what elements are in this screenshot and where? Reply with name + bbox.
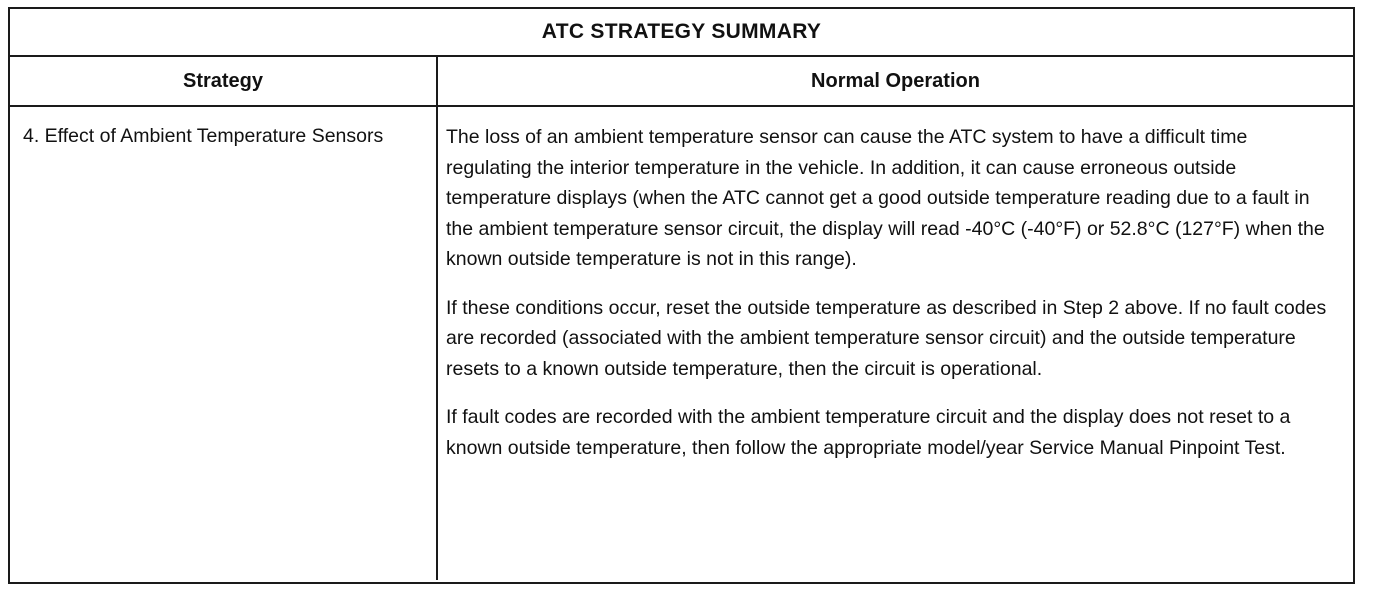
strategy-cell: 4. Effect of Ambient Temperature Sensors [10,107,438,580]
operation-paragraph: If these conditions occur, reset the outside temperature as described in Step 2 above. If no fault codes are recorded (associated with the ambient temperature sensor circuit) and the outside temperature resets to a known outside temperature, then the circuit is operational. [446,296,1327,380]
operation-paragraph: The loss of an ambient temperature sensor can cause the ATC system to have a difficult time regulating the interior temperature in the vehicle. In addition, it can cause erroneous outside temperature displays (when the ATC cannot get a good outside temperature reading due to a fault in the ambient temperature sensor circuit, the display will read -40°C (-40°F) or 52.8°C (127°F) when the known outside temperature is not in this range). [446,126,1325,270]
header-normal-operation: Normal Operation [811,69,980,92]
operation-paragraph: If fault codes are recorded with the ambient temperature circuit and the display does not reset to a known outside temperature, then follow the appropriate model/year Service Manual Pinpoint Test. [446,406,1291,459]
table-header-row [10,57,1353,107]
header-strategy: Strategy [10,57,438,105]
normal-operation-cell [438,107,1353,580]
table-title: ATC STRATEGY SUMMARY [10,9,1353,57]
atc-strategy-summary-table [8,7,1355,584]
table-row [10,107,1353,580]
